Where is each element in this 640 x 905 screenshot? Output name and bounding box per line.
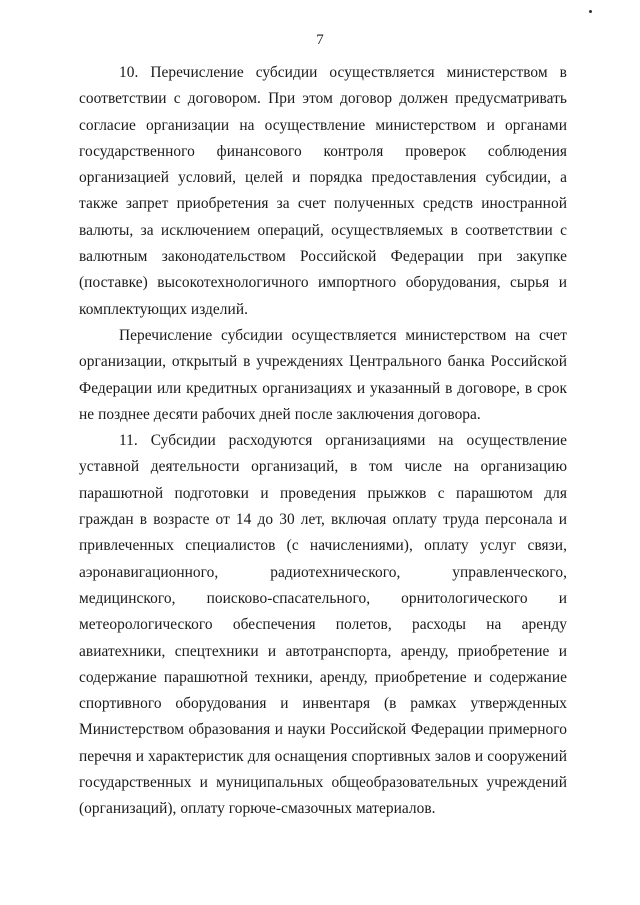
- paragraph-11: 11. Субсидии расходуются организациями на осуществление уставной деятельности организаций, в том числе на организацию парашютной подготовки и проведения прыжков с парашютом для граждан в возрасте от 14 до 30 лет, включая оплату труда персонала и привлеченных специалистов (с начислениями), оплату услуг связи, аэронавигационного, радиотехнического, управленческого, медицинского, поисково-спасательного, орнитологического и метеорологического обеспечения полетов, расходы на аренду авиатехники, спецтехники и автотранспорта, аренду, приобретение и содержание парашютной техники, аренду, приобретение и содержание спортивного оборудования и инвентаря (в рамках утвержденных Министерством образования и науки Российской Федерации примерного перечня и характеристик для оснащения спортивных залов и сооружений государственных и муниципальных общеобразовательных учреждений (организаций), оплату горюче-смазочных материалов.: [79, 432, 567, 818]
- scan-speck: [589, 10, 592, 13]
- page-number: 7: [316, 32, 324, 48]
- body-text: [79, 60, 567, 823]
- paragraph-10: 10. Перечисление субсидии осуществляется министерством в соответствии с договором. При этом договор должен предусматривать согласие организации на осуществление министерством и органами государственного финансового контроля проверок соблюдения организацией условий, целей и порядка предоставления субсидии, а также запрет приобретения за счет полученных средств иностранной валюты, за исключением операций, осуществляемых в соответствии с валютным законодательством Российской Федерации при закупке (поставке) высокотехнологичного импортного оборудования, сырья и комплектующих изделий.: [79, 64, 567, 318]
- paragraph-transfer: Перечисление субсидии осуществляется министерством на счет организации, открытый в учреждениях Центрального банка Российской Федерации или кредитных организациях и указанный в договоре, в срок не позднее десяти рабочих дней после заключения договора.: [79, 326, 567, 423]
